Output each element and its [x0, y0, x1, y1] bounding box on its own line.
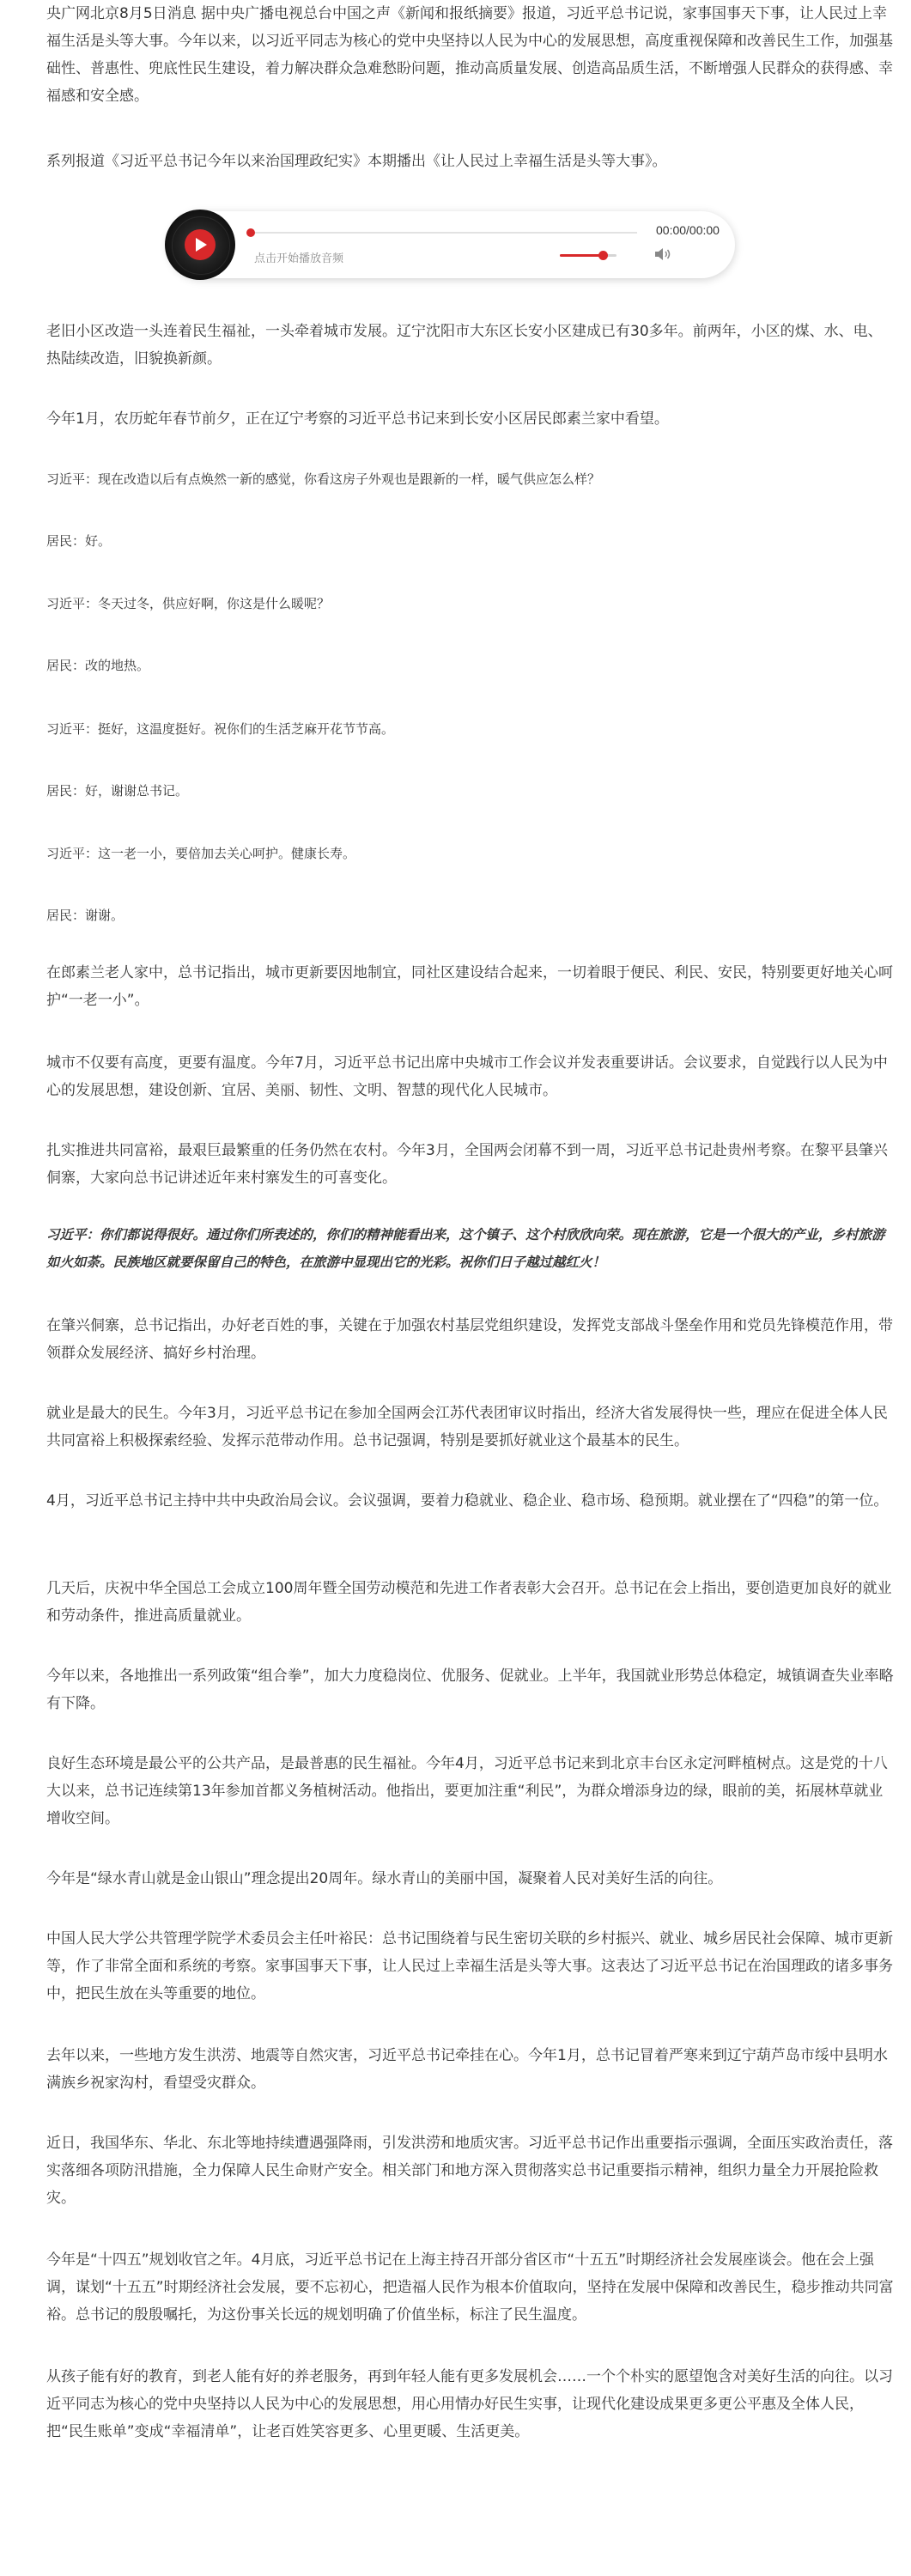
paragraph: 今年1月，农历蛇年春节前夕，正在辽宁考察的习近平总书记来到长安小区居民郎素兰家中看望。 — [46, 410, 669, 428]
paragraph: 良好生态环境是最公平的公共产品，是最普惠的民生福祉。今年4月，习近平总书记来到北京丰台区永定河畔植树点。这是党的十八大以来，总书记连续第13年参加首都义务植树活动。他指出，要更加注重“利民”，为群众增添身边的绿，眼前的美，拓展林草就业增收空间。 — [46, 1755, 888, 1827]
paragraph: 今年是“十四五”规划收官之年。4月底，习近平总书记在上海主持召开部分省区市“十五五”时期经济社会发展座谈会。他在会上强调，谋划“十五五”时期经济社会发展，要不忘初心，把造福人民作为根本价值取向，坚持在发展中保障和改善民生，稳步推动共同富裕。总书记的殷殷嘱托，为这份事关长远的规划明确了价值坐标，标注了民生温度。 — [46, 2251, 894, 2324]
progress-bar[interactable] — [251, 232, 637, 234]
paragraph: 去年以来，一些地方发生洪涝、地震等自然灾害，习近平总书记牵挂在心。今年1月，总书记冒着严寒来到辽宁葫芦岛市绥中县明水满族乡祝家沟村，看望受灾群众。 — [46, 2047, 888, 2092]
dialogue-line: 居民：好，谢谢总书记。 — [46, 783, 189, 799]
paragraph: 系列报道《习近平总书记今年以来治国理政纪实》本期播出《让人民过上幸福生活是头等大事》。 — [46, 153, 667, 170]
play-hint: 点击开始播放音频 — [254, 252, 344, 265]
paragraph: 城市不仅要有高度，更要有温度。今年7月，习近平总书记出席中央城市工作会议并发表重要讲话。会议要求，自觉践行以人民为中心的发展思想，建设创新、宜居、美丽、韧性、文明、智慧的现代化人民城市。 — [46, 1054, 888, 1099]
paragraph: 央广网北京8月5日消息 据中央广播电视总台中国之声《新闻和报纸摘要》报道，习近平总书记说，家事国事天下事，让人民过上幸福生活是头等大事。今年以来，以习近平同志为核心的党中央坚持以人民为中心的发展思想，高度重视保障和改善民生工作，加强基础性、普惠性、兜底性民生建设，着力解决群众急难愁盼问题，推动高质量发展、创造高品质生活，不断增强人民群众的获得感、幸福感和安全感。 — [46, 5, 893, 105]
dialogue-line: 习近平：这一老一小，要倍加去关心呵护。健康长寿。 — [46, 846, 356, 861]
paragraph: 中国人民大学公共管理学院学术委员会主任叶裕民：总书记围绕着与民生密切关联的乡村振兴、就业、城乡居民社会保障、城市更新等，作了非常全面和系统的考察。家事国事天下事，让人民过上幸福生活是头等大事。这表达了习近平总书记在治国理政的诸多事务中，把民生放在头等重要的地位。 — [46, 1930, 893, 2002]
paragraph: 4月，习近平总书记主持中共中央政治局会议。会议强调，要着力稳就业、稳企业、稳市场、稳预期。就业摆在了“四稳”的第一位。 — [46, 1492, 889, 1510]
dialogue-line: 习近平：冬天过冬，供应好啊，你这是什么暖呢？ — [46, 596, 331, 611]
paragraph: 近日，我国华东、华北、东北等地持续遭遇强降雨，引发洪涝和地质灾害。习近平总书记作出重要指示强调，全面压实政治责任，落实落细各项防汛措施，全力保障人民生命财产安全。相关部门和地方深入贯彻落实总书记重要指示精神，组织力量全力开展抢险救灾。 — [46, 2135, 893, 2207]
paragraph: 在肇兴侗寨，总书记指出，办好老百姓的事，关键在于加强农村基层党组织建设，发挥党支部战斗堡垒作用和党员先锋模范作用，带领群众发展经济、搞好乡村治理。 — [46, 1317, 893, 1362]
play-button[interactable] — [185, 229, 216, 260]
dialogue-line: 居民：改的地热。 — [46, 658, 150, 673]
dialogue-line: 居民：好。 — [46, 533, 112, 549]
time-display: 00:00/00:00 — [656, 223, 720, 237]
paragraph: 在郎素兰老人家中，总书记指出，城市更新要因地制宜，同社区建设结合起来，一切着眼于便民、利民、安民，特别要更好地关心呵护“一老一小”。 — [46, 964, 893, 1009]
dialogue-line: 习近平：挺好，这温度挺好。祝你们的生活芝麻开花节节高。 — [46, 721, 395, 737]
quote-block: 习近平：你们都说得很好。通过你们所表述的，你们的精神能看出来，这个镇子、这个村欣欣向荣。现在旅游，它是一个很大的产业，乡村旅游如火如荼。民族地区就要保留自己的特色，在旅游中显现出它的光彩。祝你们日子越过越红火！ — [46, 1226, 885, 1270]
paragraph: 今年是“绿水青山就是金山银山”理念提出20周年。绿水青山的美丽中国，凝聚着人民对美好生活的向往。 — [46, 1870, 723, 1887]
vinyl-disc-icon — [165, 210, 235, 280]
paragraph: 几天后，庆祝中华全国总工会成立100周年暨全国劳动模范和先进工作者表彰大会召开。总书记在会上指出，要创造更加良好的就业和劳动条件，推进高质量就业。 — [46, 1580, 892, 1625]
audio-player — [168, 211, 735, 278]
paragraph: 就业是最大的民生。今年3月，习近平总书记在参加全国两会江苏代表团审议时指出，经济大省发展得快一些，理应在促进全体人民共同富裕上积极探索经验、发挥示范带动作用。总书记强调，特别是要抓好就业这个最基本的民生。 — [46, 1405, 888, 1449]
dialogue-line: 居民：谢谢。 — [46, 908, 125, 923]
dialogue-line: 习近平：现在改造以后有点焕然一新的感觉，你看这房子外观也是跟新的一样，暖气供应怎么样？ — [46, 471, 601, 487]
volume-slider[interactable] — [560, 254, 616, 257]
paragraph: 老旧小区改造一头连着民生福祉，一头牵着城市发展。辽宁沈阳市大东区长安小区建成已有30多年。前两年，小区的煤、水、电、热陆续改造，旧貌换新颜。 — [46, 323, 883, 368]
progress-handle[interactable] — [246, 228, 255, 237]
paragraph: 从孩子能有好的教育，到老人能有好的养老服务，再到年轻人能有更多发展机会……一个个朴实的愿望饱含对美好生活的向往。以习近平同志为核心的党中央坚持以人民为中心的发展思想，用心用情办好民生实事，让现代化建设成果更多更公平惠及全体人民，把“民生账单”变成“幸福清单”，让老百姓笑容更多、心里更暖、生活更美。 — [46, 2368, 893, 2440]
paragraph: 扎实推进共同富裕，最艰巨最繁重的任务仍然在农村。今年3月，全国两会闭幕不到一周，习近平总书记赴贵州考察。在黎平县肇兴侗寨，大家向总书记讲述近年来村寨发生的可喜变化。 — [46, 1142, 888, 1187]
volume-level — [560, 254, 603, 257]
paragraph: 今年以来，各地推出一系列政策“组合拳”，加大力度稳岗位、优服务、促就业。上半年，我国就业形势总体稳定，城镇调查失业率略有下降。 — [46, 1668, 894, 1712]
play-icon — [195, 238, 207, 252]
volume-handle[interactable] — [598, 251, 608, 260]
volume-icon[interactable] — [654, 247, 671, 264]
